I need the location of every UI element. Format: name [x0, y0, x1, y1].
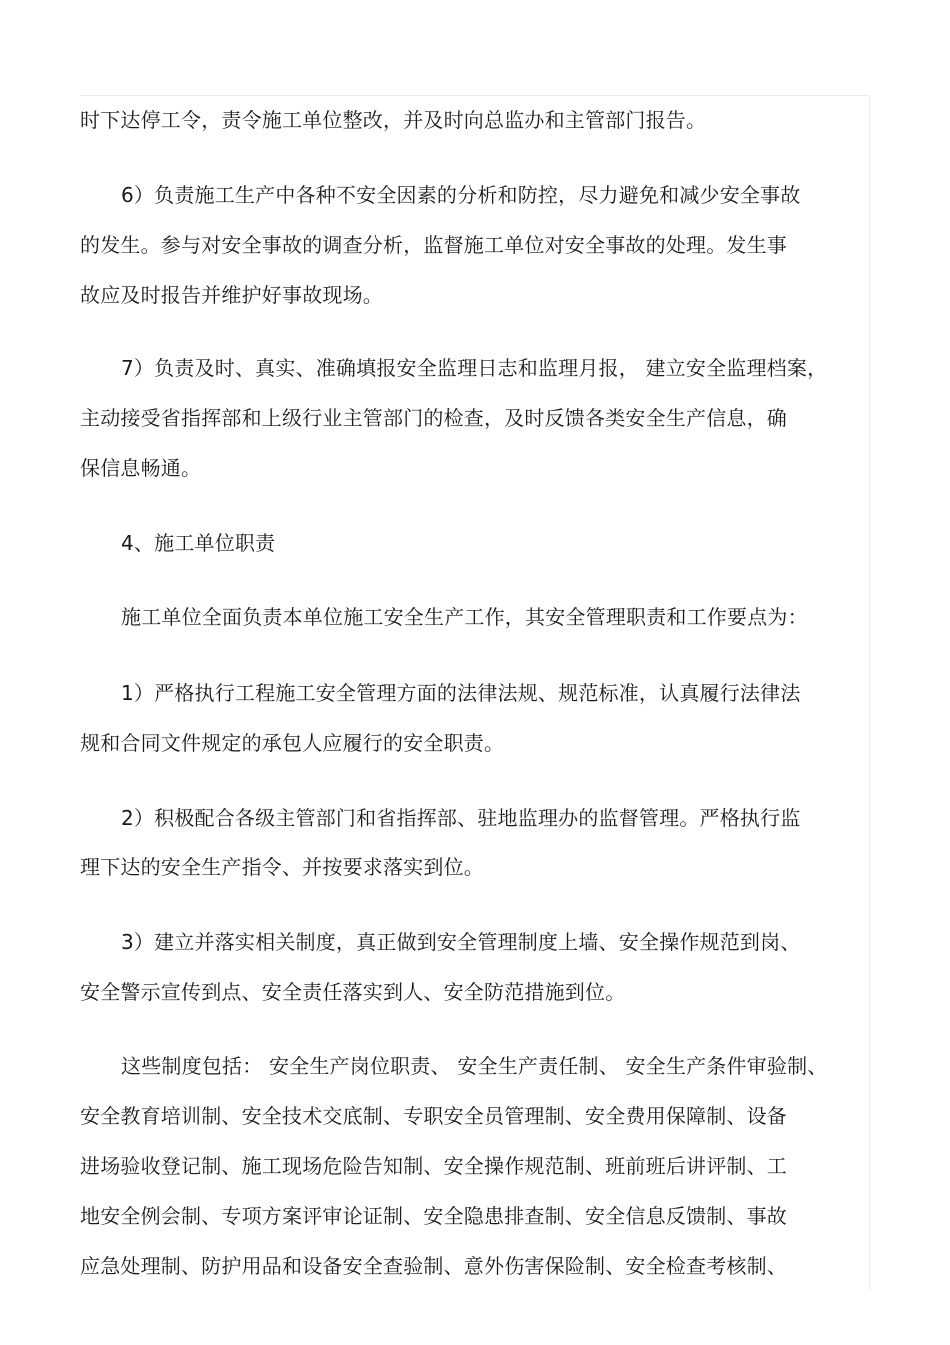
text-line: 3）建立并落实相关制度，真正做到安全管理制度上墙、安全操作规范到岗、: [121, 930, 801, 954]
text-line: 应急处理制、防护用品和设备安全查验制、意外伤害保险制、安全检查考核制、: [80, 1254, 787, 1278]
text-line: 的发生。参与对安全事故的调查分析，监督施工单位对安全事故的处理。发生事: [80, 233, 787, 257]
text-line: 理下达的安全生产指令、并按要求落实到位。: [80, 855, 484, 879]
text-line: 6）负责施工生产中各种不安全因素的分析和防控，尽力避免和减少安全事故: [121, 183, 801, 207]
text-line: 主动接受省指挥部和上级行业主管部门的检查，及时反馈各类安全生产信息，确: [80, 406, 787, 430]
margin-divider: [869, 95, 870, 1290]
text-line: 安全警示宣传到点、安全责任落实到人、安全防范措施到位。: [80, 980, 626, 1004]
section-heading: 4、施工单位职责: [121, 531, 276, 555]
text-line: 保信息畅通。: [80, 456, 202, 480]
text-line: 地安全例会制、专项方案评审论证制、安全隐患排查制、安全信息反馈制、事故: [80, 1204, 787, 1228]
text-line: 时下达停工令，责令施工单位整改，并及时向总监办和主管部门报告。: [80, 108, 707, 132]
text-line: 1）严格执行工程施工安全管理方面的法律法规、规范标准，认真履行法律法: [121, 681, 801, 705]
text-line: 2）积极配合各级主管部门和省指挥部、驻地监理办的监督管理。严格执行监: [121, 806, 801, 830]
text-line: 规和合同文件规定的承包人应履行的安全职责。: [80, 731, 505, 755]
text-line: 进场验收登记制、施工现场危险告知制、安全操作规范制、班前班后讲评制、工: [80, 1154, 787, 1178]
text-line: 安全教育培训制、安全技术交底制、专职安全员管理制、安全费用保障制、设备: [80, 1104, 787, 1128]
text-line: 施工单位全面负责本单位施工安全生产工作，其安全管理职责和工作要点为：: [121, 605, 808, 629]
header-divider: [80, 95, 870, 96]
text-line: 这些制度包括： 安全生产岗位职责、 安全生产责任制、 安全生产条件审验制、: [121, 1054, 828, 1078]
text-line: 7）负责及时、真实、准确填报安全监理日志和监理月报， 建立安全监理档案，: [121, 356, 828, 380]
text-line: 故应及时报告并维护好事故现场。: [80, 283, 383, 307]
